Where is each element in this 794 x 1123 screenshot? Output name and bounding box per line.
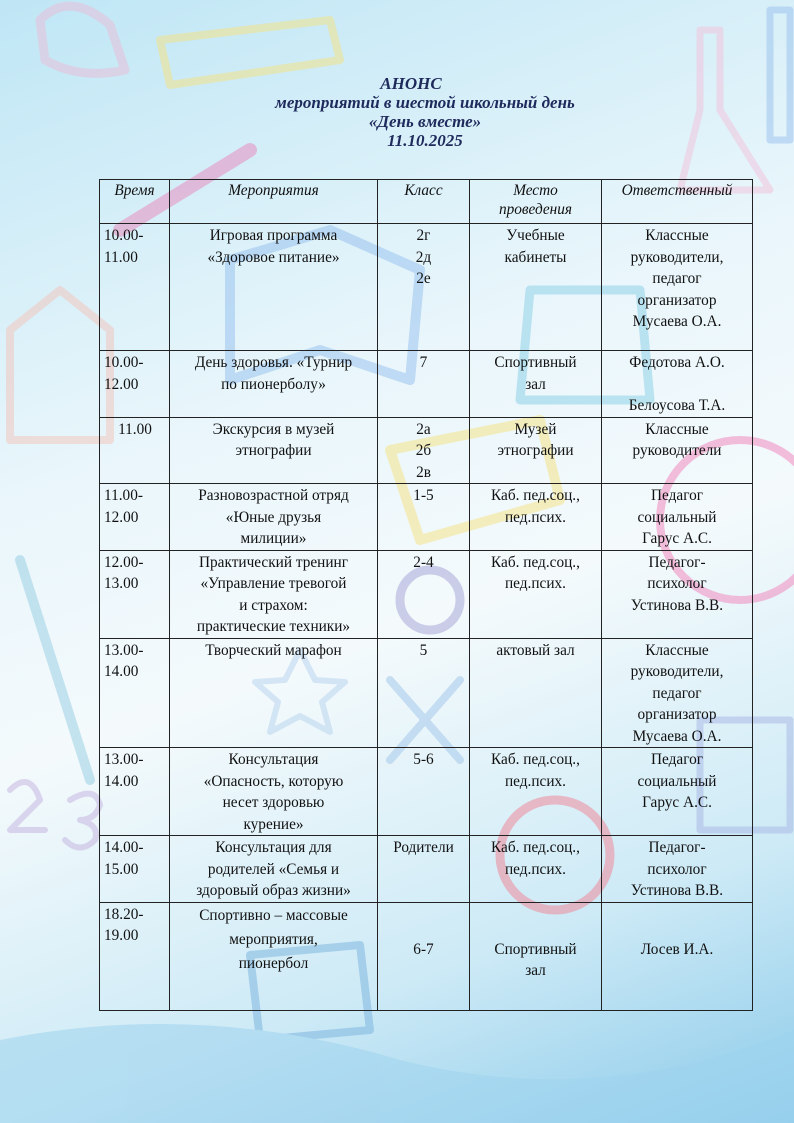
- cell-event: Творческий марафон: [170, 638, 378, 748]
- cell-responsible: Педагог- психолог Устинова В.В.: [602, 836, 753, 903]
- cell-responsible: Классные руководители: [602, 417, 753, 484]
- cell-class: 6-7: [378, 902, 470, 1010]
- cell-time: 13.00- 14.00: [100, 748, 170, 836]
- cell-responsible: Лосев И.А.: [602, 902, 753, 1010]
- table-row: [100, 748, 753, 836]
- table-row: [100, 417, 753, 484]
- splash-doodle-icon: [0, 1024, 794, 1123]
- cell-event: Спортивно – массовые мероприятия, пионербол: [170, 902, 378, 1010]
- announcement-header: [0, 74, 794, 150]
- table-row: [100, 836, 753, 903]
- table-row: [100, 638, 753, 748]
- cell-responsible: Педагог- психолог Устинова В.В.: [602, 550, 753, 638]
- announcement-title: АНОНС: [380, 74, 442, 93]
- cell-class: 7: [378, 351, 470, 418]
- table-row: [100, 484, 753, 551]
- cell-time: 10.00- 12.00: [100, 351, 170, 418]
- cell-place: Каб. пед.соц., пед.псих.: [470, 484, 602, 551]
- house-doodle-icon: [10, 290, 110, 440]
- cell-responsible: Педагог социальный Гарус А.С.: [602, 748, 753, 836]
- table-row: [100, 902, 753, 1010]
- cell-time: 12.00- 13.00: [100, 550, 170, 638]
- cell-place: Спортивный зал: [470, 351, 602, 418]
- cell-place: Музей этнографии: [470, 417, 602, 484]
- cell-class: Родители: [378, 836, 470, 903]
- announcement-subtitle: мероприятий в шестой школьный день: [275, 93, 575, 112]
- cell-time: 11.00: [100, 417, 170, 484]
- cell-event: Консультация «Опасность, которую несет здоровью курение»: [170, 748, 378, 836]
- cell-responsible: Классные руководители, педагог организатор Мусаева О.А.: [602, 638, 753, 748]
- cell-place: Каб. пед.соц., пед.псих.: [470, 836, 602, 903]
- cell-place: Спортивный зал: [470, 902, 602, 1010]
- event-date: 11.10.2025: [387, 131, 463, 150]
- table-row: [100, 550, 753, 638]
- cell-class: 2г 2д 2е: [378, 224, 470, 351]
- cell-event: Игровая программа «Здоровое питание»: [170, 224, 378, 351]
- cell-time: 11.00- 12.00: [100, 484, 170, 551]
- cell-time: 18.20- 19.00: [100, 902, 170, 1010]
- cell-place: Каб. пед.соц., пед.псих.: [470, 550, 602, 638]
- column-header-class: Класс: [378, 180, 470, 224]
- cell-time: 10.00- 11.00: [100, 224, 170, 351]
- cell-class: 5-6: [378, 748, 470, 836]
- cell-responsible: Педагог социальный Гарус А.С.: [602, 484, 753, 551]
- cell-class: 2а 2б 2в: [378, 417, 470, 484]
- cell-place: актовый зал: [470, 638, 602, 748]
- cell-time: 13.00- 14.00: [100, 638, 170, 748]
- cell-event: Консультация для родителей «Семья и здоровый образ жизни»: [170, 836, 378, 903]
- cell-event: Практический тренинг «Управление тревогой и страхом: практические техники»: [170, 550, 378, 638]
- cell-event: Экскурсия в музей этнографии: [170, 417, 378, 484]
- numbers-doodle-icon: [10, 782, 100, 848]
- column-header-responsible: Ответственный: [602, 180, 753, 224]
- brush-doodle-icon: [20, 560, 90, 780]
- cell-place: Учебные кабинеты: [470, 224, 602, 351]
- column-header-place: Место проведения: [470, 180, 602, 224]
- column-header-time: Время: [100, 180, 170, 224]
- bell-doodle-icon: [40, 6, 125, 73]
- cell-class: 2-4: [378, 550, 470, 638]
- cell-class: 5: [378, 638, 470, 748]
- cell-event: Разновозрастной отряд «Юные друзья милиции»: [170, 484, 378, 551]
- table-row: [100, 224, 753, 351]
- column-header-event: Мероприятия: [170, 180, 378, 224]
- table-header-row: [100, 180, 753, 224]
- schedule-table: [99, 179, 753, 1011]
- cell-responsible: Классные руководители, педагог организатор Мусаева О.А.: [602, 224, 753, 351]
- cell-place: Каб. пед.соц., пед.псих.: [470, 748, 602, 836]
- event-name: «День вместе»: [368, 112, 482, 131]
- cell-responsible: Федотова А.О. Белоусова Т.А.: [602, 351, 753, 418]
- cell-class: 1-5: [378, 484, 470, 551]
- table-row: [100, 351, 753, 418]
- cell-time: 14.00- 15.00: [100, 836, 170, 903]
- cell-event: День здоровья. «Турнир по пионерболу»: [170, 351, 378, 418]
